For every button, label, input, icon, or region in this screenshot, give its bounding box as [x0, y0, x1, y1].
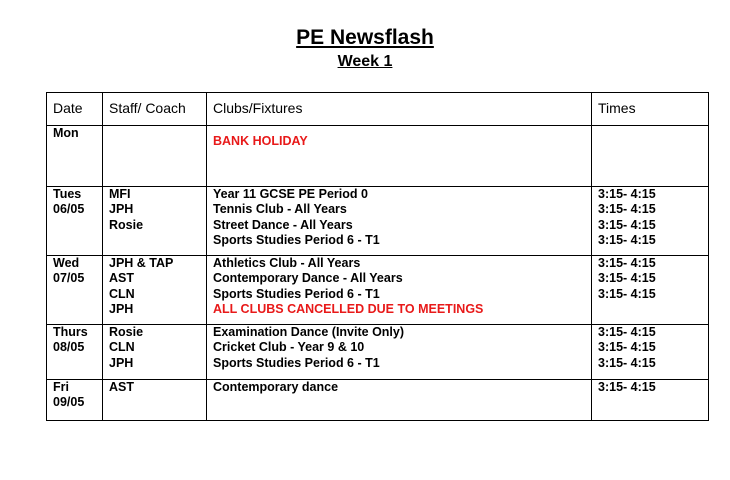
- club-entry: Contemporary Dance - All Years: [213, 271, 403, 286]
- clubs-cell: [207, 126, 592, 187]
- staff-name: JPH & TAP: [109, 256, 174, 270]
- times-cell: [592, 187, 709, 256]
- staff-cell: [103, 187, 207, 256]
- day-label: Thurs: [53, 325, 88, 339]
- club-entry: Sports Studies Period 6 - T1: [213, 355, 380, 370]
- date-cell: [47, 325, 103, 380]
- staff-name: CLN: [109, 286, 135, 301]
- staff-name: AST: [109, 271, 134, 286]
- table-row: [47, 380, 709, 421]
- column-header-date: Date: [47, 93, 103, 126]
- club-entry: Athletics Club - All Years: [213, 256, 361, 270]
- club-entry: Cricket Club - Year 9 & 10: [213, 340, 365, 355]
- date-label: 08/05: [53, 340, 85, 355]
- time-entry: 3:15- 4:15: [598, 325, 656, 339]
- day-label: Wed: [53, 256, 80, 270]
- table-row: [47, 187, 709, 256]
- date-label: 06/05: [53, 202, 85, 217]
- column-header-times: Times: [592, 93, 709, 126]
- club-entry: Year 11 GCSE PE Period 0: [213, 187, 368, 201]
- clubs-cell: [207, 187, 592, 256]
- times-cell: [592, 325, 709, 380]
- day-label: Mon: [53, 126, 79, 140]
- clubs-cell: [207, 380, 592, 421]
- time-entry: 3:15- 4:15: [598, 256, 656, 270]
- staff-cell: [103, 126, 207, 187]
- time-entry: 3:15- 4:15: [598, 340, 656, 355]
- time-entry: 3:15- 4:15: [598, 271, 656, 286]
- bank-holiday-notice: BANK HOLIDAY: [213, 134, 308, 148]
- date-cell: [47, 126, 103, 187]
- day-label: Tues: [53, 187, 82, 201]
- date-label: 07/05: [53, 271, 85, 286]
- staff-name: JPH: [109, 202, 134, 217]
- staff-name: AST: [109, 380, 134, 394]
- cancellation-notice: ALL CLUBS CANCELLED DUE TO MEETINGS: [213, 301, 484, 316]
- staff-cell: [103, 256, 207, 325]
- table-row: [47, 256, 709, 325]
- time-entry: 3:15- 4:15: [598, 217, 656, 232]
- date-label: 09/05: [53, 395, 85, 410]
- schedule-table: [46, 92, 709, 421]
- date-cell: [47, 187, 103, 256]
- clubs-cell: [207, 256, 592, 325]
- club-entry: Sports Studies Period 6 - T1: [213, 286, 380, 301]
- time-entry: 3:15- 4:15: [598, 232, 656, 247]
- club-entry: Street Dance - All Years: [213, 217, 353, 232]
- staff-name: CLN: [109, 340, 135, 355]
- staff-name: JPH: [109, 355, 134, 370]
- page-title: PE Newsflash: [296, 26, 434, 49]
- column-header-staff: Staff/ Coach: [103, 93, 207, 126]
- table-row: [47, 325, 709, 380]
- column-header-clubs: Clubs/Fixtures: [207, 93, 592, 126]
- date-cell: [47, 380, 103, 421]
- header-row: [47, 93, 709, 126]
- date-cell: [47, 256, 103, 325]
- staff-cell: [103, 325, 207, 380]
- page-subtitle: Week 1: [337, 53, 393, 70]
- staff-name: MFI: [109, 187, 131, 201]
- day-label: Fri: [53, 380, 69, 394]
- time-entry: 3:15- 4:15: [598, 355, 656, 370]
- staff-name: JPH: [109, 301, 134, 316]
- time-entry: 3:15- 4:15: [598, 202, 656, 217]
- times-cell: [592, 126, 709, 187]
- times-cell: [592, 380, 709, 421]
- time-entry: 3:15- 4:15: [598, 380, 656, 394]
- table-row: [47, 126, 709, 187]
- club-entry: Sports Studies Period 6 - T1: [213, 232, 380, 247]
- club-entry: Examination Dance (Invite Only): [213, 325, 405, 339]
- club-entry: Contemporary dance: [213, 380, 339, 394]
- club-entry: Tennis Club - All Years: [213, 202, 347, 217]
- clubs-cell: [207, 325, 592, 380]
- time-entry: 3:15- 4:15: [598, 187, 656, 201]
- staff-cell: [103, 380, 207, 421]
- time-entry: 3:15- 4:15: [598, 286, 656, 301]
- staff-name: Rosie: [109, 217, 144, 232]
- staff-name: Rosie: [109, 325, 144, 339]
- times-cell: [592, 256, 709, 325]
